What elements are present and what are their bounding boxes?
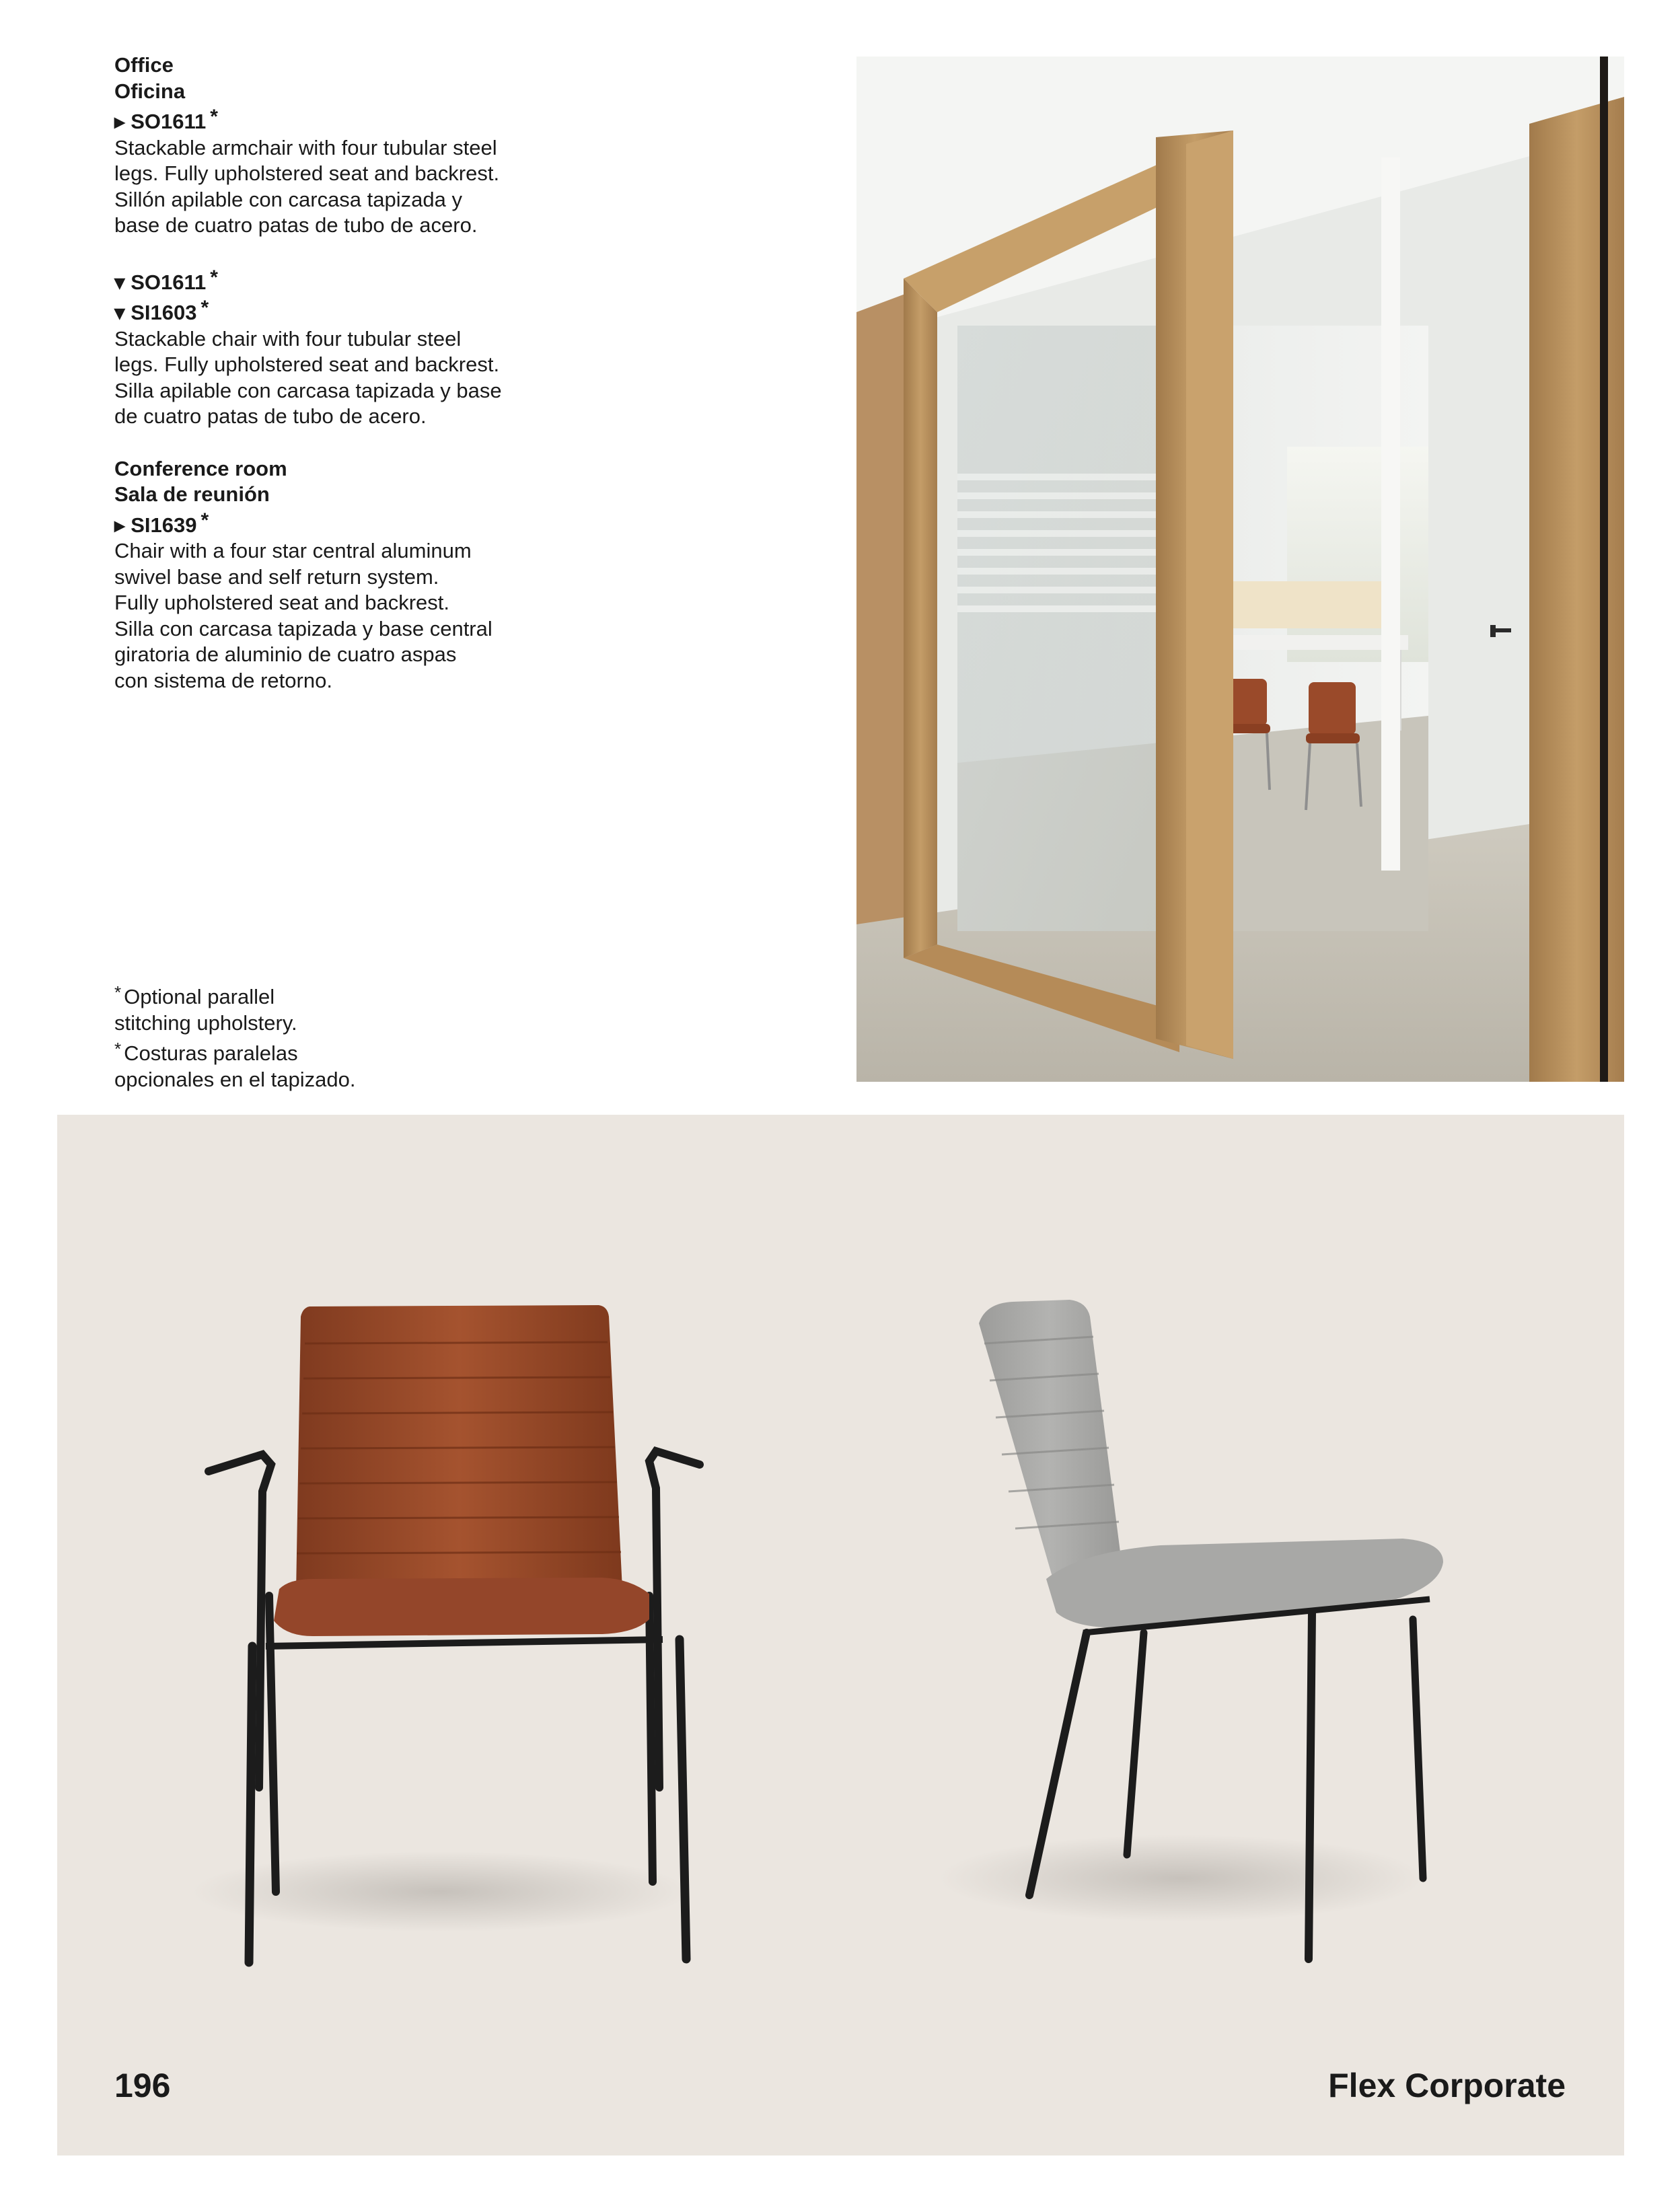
asterisk-mark: * [210, 106, 218, 128]
asterisk-mark: * [200, 509, 209, 531]
footnote-line: stitching upholstery. [114, 1010, 297, 1035]
footnote-line: * Costuras paralelas [114, 1039, 298, 1065]
office-interior-illustration [856, 57, 1624, 1082]
product-code: SI1603 [131, 301, 197, 324]
upholstery-footnote [114, 980, 545, 1093]
description-line: con sistema de retorno. [114, 668, 332, 692]
conference-heading: Conference room [114, 456, 287, 480]
office-section [114, 52, 545, 239]
product-code: SO1611 [131, 270, 207, 294]
description-line: Fully upholstered seat and backrest. [114, 591, 449, 614]
description-line: de cuatro patas de tubo de acero. [114, 404, 427, 428]
play-marker-icon: ▸ [114, 513, 125, 537]
conference-heading-es: Sala de reunión [114, 482, 270, 506]
conference-section [114, 456, 545, 694]
play-marker-icon: ▸ [114, 110, 125, 133]
description-line: giratoria de aluminio de cuatro aspas [114, 642, 457, 666]
office-product-code-line [114, 104, 545, 135]
office-interior-photo [856, 57, 1624, 1082]
description-line: base de cuatro patas de tubo de acero. [114, 213, 478, 237]
chair-shadow [939, 1835, 1423, 1922]
footnote-line: opcionales en el tapizado. [114, 1067, 356, 1091]
product-code: SI1639 [131, 513, 197, 537]
description-line: legs. Fully upholstered seat and backrest. [114, 353, 500, 376]
chairs-illustration [57, 1115, 1624, 2155]
asterisk-mark: * [114, 982, 122, 1002]
product-showcase-panel [57, 1115, 1624, 2155]
description-line: Silla apilable con carcasa tapizada y base [114, 378, 502, 402]
conference-product-code-line [114, 508, 545, 539]
description-line: Sillón apilable con carcasa tapizada y [114, 187, 462, 211]
description-line: Stackable armchair with four tubular steel [114, 135, 497, 159]
description-line: Stackable chair with four tubular steel [114, 326, 462, 351]
chair-product-code-line [114, 265, 545, 296]
description-line: legs. Fully upholstered seat and backrest. [114, 161, 500, 185]
footnote-line: * Optional parallel [114, 982, 275, 1008]
chair-section [114, 265, 545, 430]
asterisk-mark: * [200, 297, 209, 319]
asterisk-mark: * [210, 266, 218, 289]
product-code: SO1611 [131, 110, 207, 133]
asterisk-mark: * [114, 1039, 122, 1059]
office-heading: Office [114, 53, 174, 77]
office-heading-es: Oficina [114, 79, 186, 103]
collection-title: Flex Corporate [1328, 2067, 1566, 2104]
description-line: swivel base and self return system. [114, 564, 439, 589]
description-line: Chair with a four star central aluminum [114, 539, 472, 562]
chair-product-code-line [114, 295, 545, 326]
product-description-column [114, 52, 545, 720]
page-number: 196 [114, 2067, 171, 2104]
description-line: Silla con carcasa tapizada y base central [114, 616, 492, 640]
down-marker-icon: ▾ [114, 270, 125, 294]
down-marker-icon: ▾ [114, 301, 125, 324]
chair-shadow [192, 1851, 690, 1932]
